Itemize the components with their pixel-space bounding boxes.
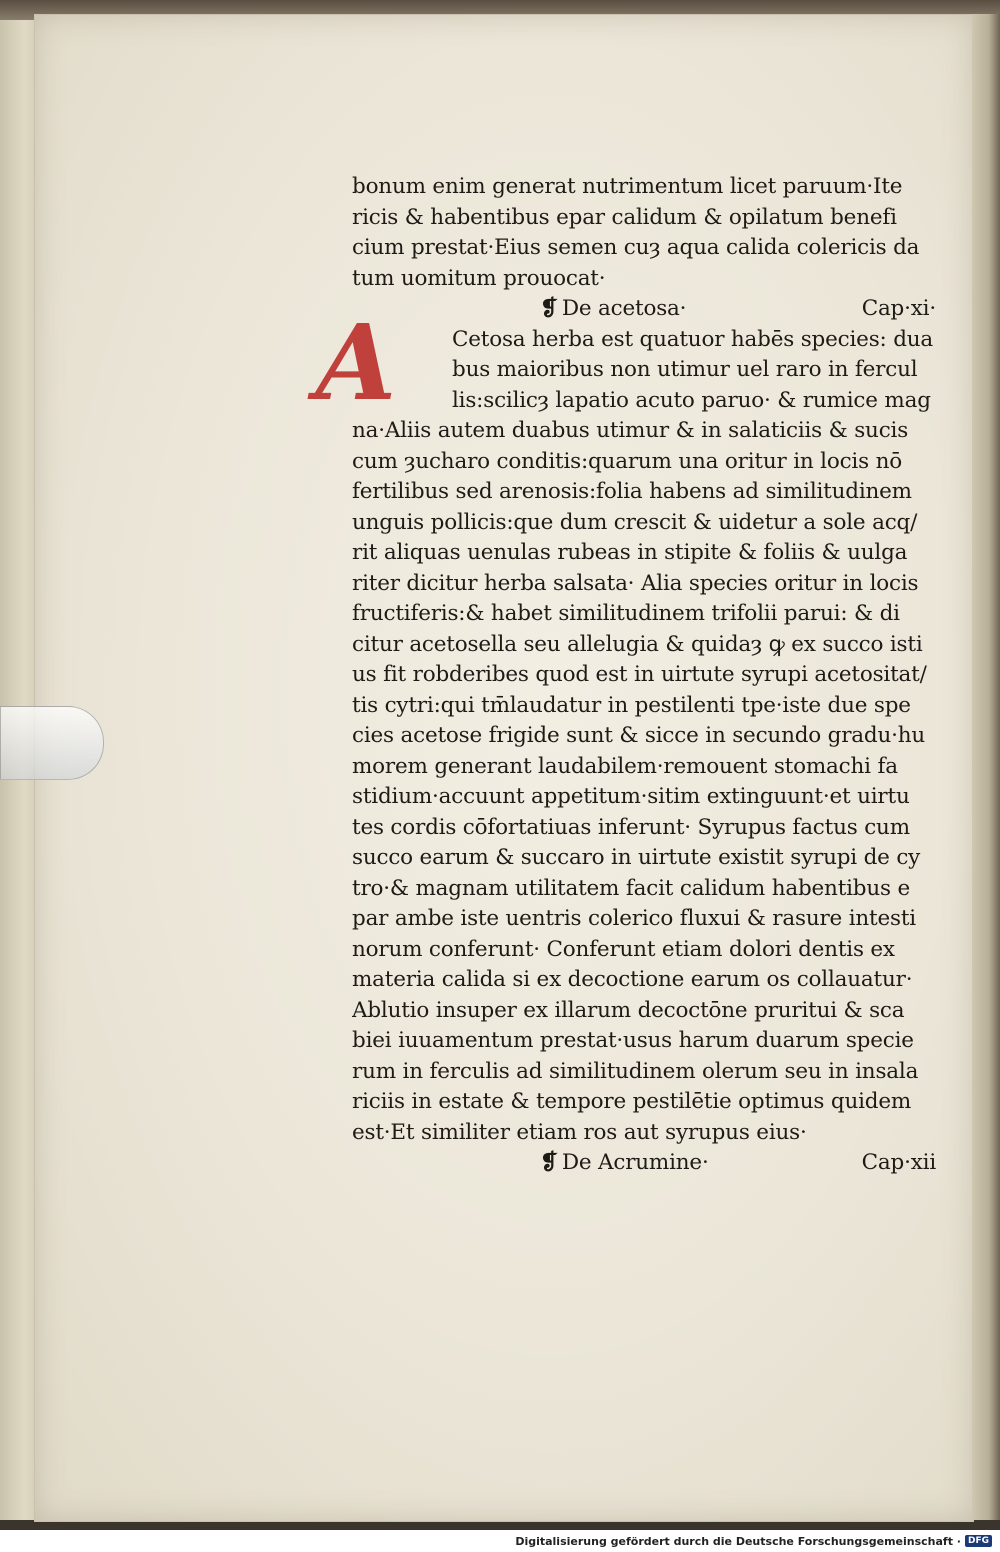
- text-line: riciis in estate & tempore pestilētie optimus quidem: [352, 1089, 912, 1114]
- decorated-initial-letter: A: [315, 301, 397, 424]
- digitization-credit-bar: [0, 1530, 1000, 1552]
- text-line: ricis & habentibus epar calidum & opilatum benefi: [352, 204, 897, 230]
- page-clip: [0, 706, 104, 780]
- text-line: Cetosa herba est quatuor habēs species: dua: [452, 326, 934, 352]
- text-line: cum ȝucharo conditis:quarum una oritur in locis nō: [352, 448, 902, 474]
- chapter-heading-title: [540, 1148, 709, 1179]
- text-line: cium prestat·Eius semen cuȝ aqua calida colericis da: [352, 235, 920, 260]
- chapter-heading-xi: [352, 294, 940, 325]
- text-line: Ablutio insuper ex illarum decoctōne pruritui & sca: [352, 997, 905, 1023]
- chapter-number: Cap·xi·: [861, 296, 936, 321]
- text-line: rit aliquas uenulas rubeas in stipite & foliis & uulga: [352, 540, 908, 565]
- text-line: biei iuuamentum prestat·usus harum duarum specie: [352, 1028, 914, 1053]
- pilcrow-icon: ❡: [540, 1150, 558, 1175]
- text-line: succo earum & succaro in uirtute existit syrupi de cy: [352, 845, 921, 870]
- text-line: tes cordis cōfortatiuas inferunt· Syrupus factus cum: [352, 814, 910, 840]
- text-line: riter dicitur herba salsata· Alia species oritur in locis: [352, 570, 919, 596]
- pilcrow-icon: ❡: [540, 296, 558, 321]
- text-line: stidium·accuunt appetitum·sitim extinguunt·et uirtu: [352, 784, 910, 809]
- text-line: unguis pollicis:que dum crescit & uidetur a sole acq/: [352, 509, 918, 535]
- text-line: tro·& magnam utilitatem facit calidum habentibus e: [352, 875, 911, 901]
- text-line: cies acetose frigide sunt & sicce in secundo gradu·hu: [352, 723, 926, 748]
- text-line: rum in ferculis ad similitudinem olerum seu in insala: [352, 1058, 919, 1084]
- text-line: fructiferis:& habet similitudinem trifolii parui: & di: [352, 601, 900, 626]
- chapter-title-text: De Acrumine·: [561, 1150, 709, 1175]
- text-line: bonum enim generat nutrimentum licet paruum·Ite: [352, 174, 903, 199]
- chapter-title-text: De acetosa·: [561, 296, 687, 321]
- text-line: est·Et similiter etiam ros aut syrupus eius·: [352, 1119, 807, 1145]
- chapter-heading-title: [540, 294, 686, 325]
- text-column: [352, 172, 940, 1179]
- text-line: fertilibus sed arenosis:folia habens ad similitudinem: [352, 479, 912, 504]
- text-line: na·Aliis autem duabus utimur & in salaticiis & sucis: [352, 418, 909, 443]
- text-line: tis cytri:qui tm̄laudatur in pestilenti tpe·iste due spe: [352, 692, 911, 718]
- credit-text: Digitalisierung gefördert durch die Deutsche Forschungsgemeinschaft ·: [515, 1534, 961, 1548]
- text-line: norum conferunt· Conferunt etiam dolori dentis ex: [352, 936, 895, 962]
- text-line: par ambe iste uentris colerico fluxui & rasure intesti: [352, 906, 916, 931]
- text-line: us fit robderibes quod est in uirtute syrupi acetositat/: [352, 662, 927, 687]
- dfg-logo: DFG: [965, 1535, 992, 1547]
- text-line: morem generant laudabilem·remouent stomachi fa: [352, 753, 898, 779]
- text-line: materia calida si ex decoctione earum os collauatur·: [352, 967, 913, 992]
- right-page-edge: [972, 14, 1000, 1520]
- chapter-heading-xii: [352, 1148, 940, 1179]
- text-line: lis:scilicȝ lapatio acuto paruo· & rumice mag: [452, 387, 931, 413]
- chapter-number: Cap·xii: [861, 1150, 936, 1175]
- text-line: tum uomitum prouocat·: [352, 265, 606, 291]
- text-line: bus maioribus non utimur uel raro in fercul: [452, 357, 918, 382]
- text-line: citur acetosella seu allelugia & quidaȝ ꝙ ex succo isti: [352, 631, 923, 657]
